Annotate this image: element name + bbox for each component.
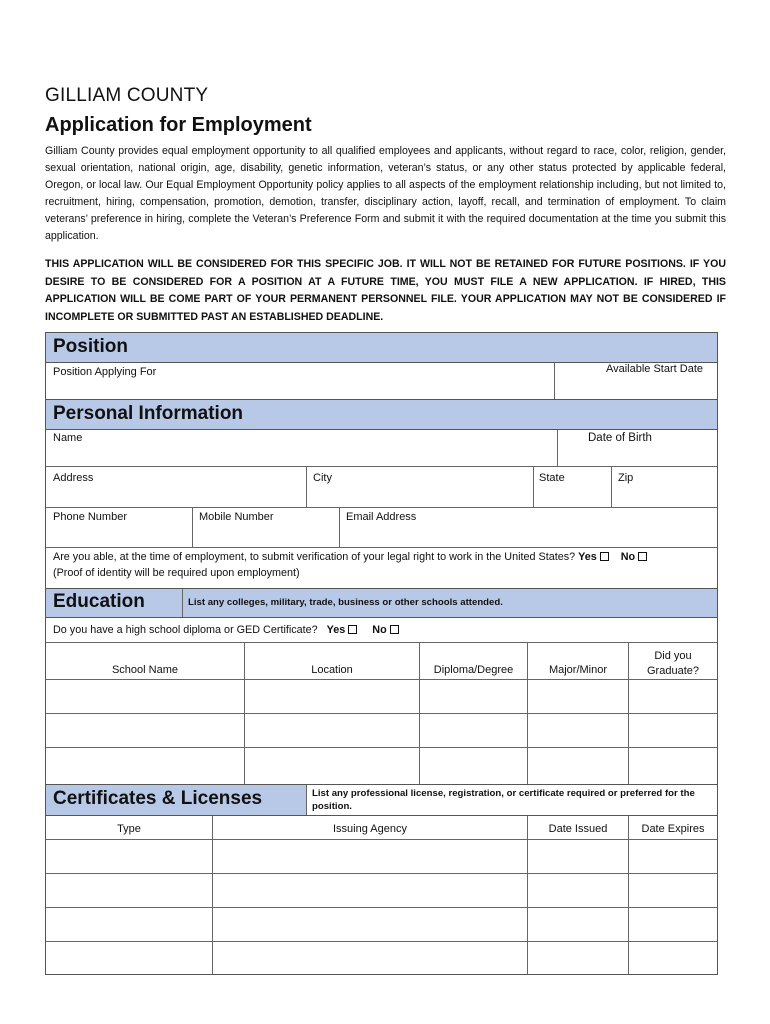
cert-col-agency: Issuing Agency — [333, 823, 407, 835]
position-applying-label: Position Applying For — [53, 366, 157, 378]
city-label: City — [313, 472, 332, 484]
eeo-statement: Gilliam County provides equal employment opportunity to all qualified employees and applicants, without regard to race, color, religion, gender, sexual orientation, national origin, age, disability, genetic information, veteran’s status, or any other status protected by applicable federal, Oregon, or local law. Our Equal Employment Opportunity policy applies to all aspects of the employment relationship including, but not limited to, recruitment, hiring, compensation, promotion, demotion, transfer, disciplinary action, layoff, recall, and termination of employment. To claim veterans’ preference in hiring, complete the Veteran’s Preference Form and submit it with the required documentation at the time you submit this application. — [45, 145, 726, 242]
mobile-label: Mobile Number — [199, 511, 274, 523]
certificates-note: List any professional license, registration, or certificate required or preferred for the position. — [312, 788, 695, 812]
diploma-yes-checkbox[interactable] — [348, 625, 357, 634]
edu-col-graduated: Did you Graduate? — [647, 650, 699, 677]
diploma-question — [53, 624, 399, 636]
certificates-section-header — [46, 784, 717, 816]
divider — [527, 816, 528, 974]
address-field[interactable] — [46, 467, 306, 507]
certificate-row-4[interactable] — [46, 942, 717, 974]
dob-label: Date of Birth — [588, 432, 652, 444]
name-label: Name — [53, 432, 83, 444]
edu-col-location: Location — [311, 664, 353, 676]
state-field[interactable] — [534, 467, 611, 507]
form-title: Application for Employment — [45, 114, 312, 136]
mobile-field[interactable] — [193, 508, 339, 547]
education-row-1[interactable] — [46, 680, 717, 713]
education-note: List any colleges, military, trade, business or other schools attended. — [188, 597, 503, 608]
application-form — [45, 332, 718, 975]
divider — [182, 589, 183, 617]
divider — [628, 816, 629, 974]
edu-col-degree: Diploma/Degree — [433, 664, 514, 676]
position-section-title: Position — [53, 336, 128, 357]
education-row-2[interactable] — [46, 714, 717, 747]
email-field[interactable] — [340, 508, 717, 547]
phone-field[interactable] — [46, 508, 192, 547]
divider — [554, 363, 555, 401]
name-field[interactable] — [46, 430, 557, 467]
email-label: Email Address — [346, 511, 417, 523]
zip-label: Zip — [618, 472, 634, 484]
county-name: GILLIAM COUNTY — [45, 85, 209, 106]
personal-section-header — [46, 399, 717, 430]
certificates-section-title: Certificates & Licenses — [53, 788, 263, 809]
edu-col-school: School Name — [111, 664, 179, 676]
diploma-no-label: No — [372, 624, 387, 636]
position-applying-field[interactable] — [46, 363, 554, 401]
certificate-row-3[interactable] — [46, 908, 717, 941]
phone-label: Phone Number — [53, 511, 127, 523]
legal-right-question — [53, 551, 647, 563]
city-field[interactable] — [307, 467, 533, 507]
legal-yes-label: Yes — [578, 551, 597, 563]
dob-field[interactable] — [558, 430, 717, 467]
divider — [306, 785, 307, 815]
cert-col-issued: Date Issued — [548, 823, 608, 835]
application-warning: THIS APPLICATION WILL BE CONSIDERED FOR THIS SPECIFIC JOB. IT WILL NOT BE RETAINED FOR FUTURE POSITIONS. IF YOU DESIRE TO BE CONSIDERED FOR A POSITION AT A FUTURE TIME, YOU MUST FILE A NEW APPLICATION. IF HIRED, THIS APPLICATION WILL BE COME PART OF YOUR PERMANENT PERSONNEL FILE. YOUR APPLICATION MAY NOT BE CONSIDERED IF INCOMPLETE OR SUBMITTED PAST AN ESTABLISHED DEADLINE. — [45, 258, 726, 323]
divider — [212, 816, 213, 974]
certificate-row-2[interactable] — [46, 874, 717, 907]
divider — [628, 642, 629, 784]
education-row-3[interactable] — [46, 748, 717, 783]
legal-yes-checkbox[interactable] — [600, 552, 609, 561]
personal-section-title: Personal Information — [53, 403, 244, 424]
legal-note: (Proof of identity will be required upon employment) — [53, 567, 300, 579]
zip-field[interactable] — [612, 467, 717, 507]
edu-col-major: Major/Minor — [548, 664, 608, 676]
divider — [46, 547, 717, 548]
state-label: State — [539, 472, 565, 484]
education-section-header — [46, 588, 717, 618]
start-date-label: Available Start Date — [605, 363, 703, 375]
divider — [527, 642, 528, 784]
divider — [46, 642, 717, 643]
legal-right-question-text: Are you able, at the time of employment, to submit verification of your legal right to work in the United States? — [53, 551, 576, 563]
divider — [419, 642, 420, 784]
legal-no-label: No — [620, 551, 636, 563]
position-section-header — [46, 333, 717, 363]
start-date-field[interactable] — [555, 363, 717, 401]
cert-col-type: Type — [117, 823, 141, 835]
education-section-title: Education — [53, 591, 145, 612]
legal-no-checkbox[interactable] — [638, 552, 647, 561]
divider — [244, 642, 245, 784]
certificate-row-1[interactable] — [46, 840, 717, 873]
diploma-yes-label: Yes — [326, 624, 346, 636]
diploma-question-text: Do you have a high school diploma or GED Certificate? — [53, 624, 318, 636]
cert-col-expires: Date Expires — [641, 823, 705, 835]
diploma-no-checkbox[interactable] — [390, 625, 399, 634]
address-label: Address — [53, 472, 94, 484]
